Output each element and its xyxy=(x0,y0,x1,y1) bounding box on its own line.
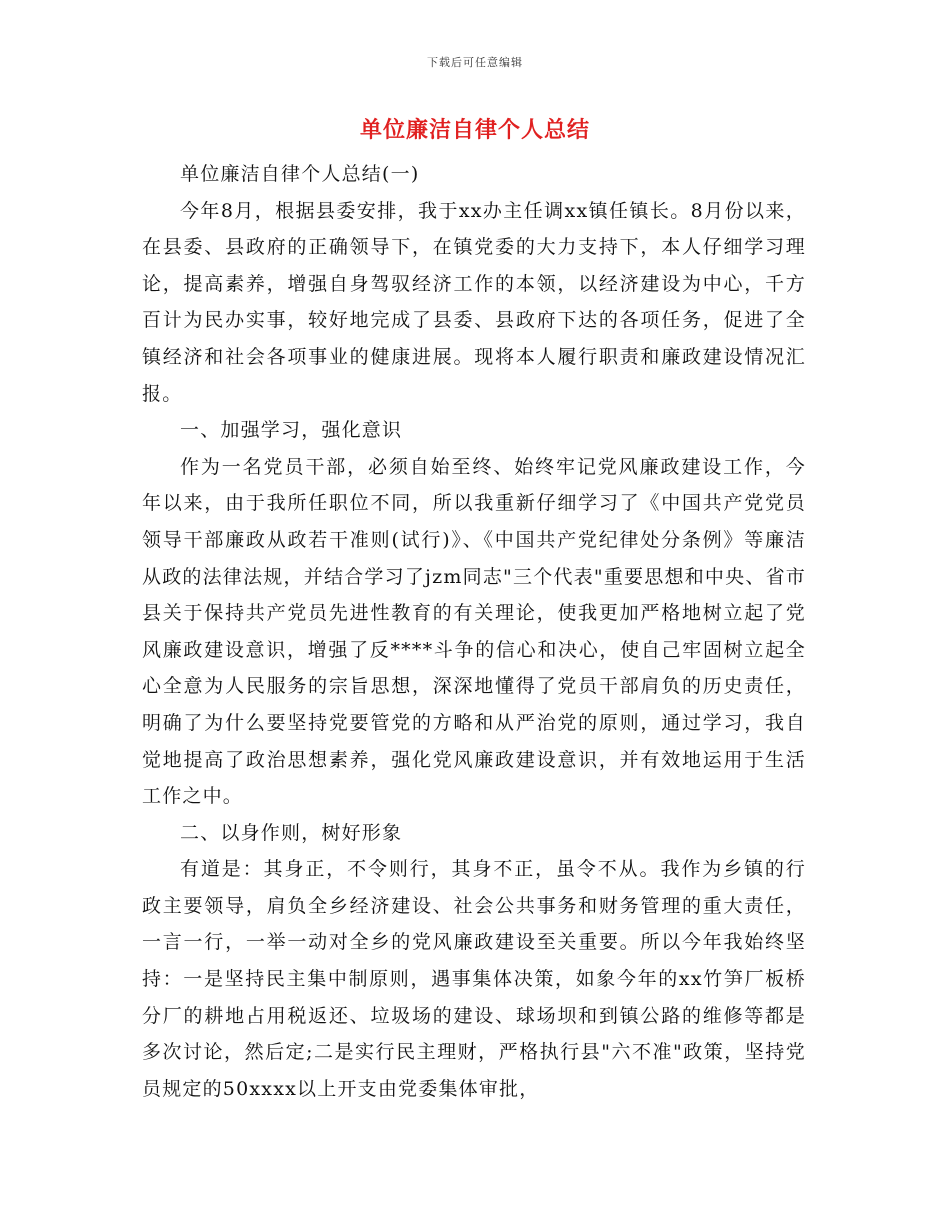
section-1-heading: 一、加强学习，强化意识 xyxy=(180,419,403,442)
section-2-paragraph: 有道是：其身正，不令则行，其身不正，虽令不从。我作为乡镇的行政主要领导，肩负全乡经济建设、社会公共事务和财务管理的重大责任，一言一行，一举一动对全乡的党风廉政建设至关重要。所以今年我始终坚持：一是坚持民主集中制原则，遇事集体决策，如象今年的xx竹笋厂板桥分厂的耕地占用税返还、垃圾场的建设、球场坝和到镇公路的维修等都是多次讨论，然后定;二是实行民主理财，严格执行县"六不准"政策，坚持党员规定的50xxxx以上开支由党委集体审批， xyxy=(142,858,806,1100)
document-subtitle: 单位廉洁自律个人总结(一) xyxy=(180,163,420,185)
document-title: 单位廉洁自律个人总结 xyxy=(359,117,590,143)
section-2-heading: 二、以身作则，树好形象 xyxy=(180,821,403,844)
document-body xyxy=(142,156,806,1107)
header-note: 下载后可任意编辑 xyxy=(427,56,523,69)
intro-paragraph: 今年8月，根据县委安排，我于xx办主任调xx镇任镇长。8月份以来，在县委、县政府的正确领导下，在镇党委的大力支持下，本人仔细学习理论，提高素养，增强自身驾驭经济工作的本领，以经济建设为中心，千方百计为民办实事，较好地完成了县委、县政府下达的各项任务，促进了全镇经济和社会各项事业的健康进展。现将本人履行职责和廉政建设情况汇报。 xyxy=(142,199,806,405)
section-1-paragraph: 作为一名党员干部，必须自始至终、始终牢记党风廉政建设工作，今年以来，由于我所任职位不同，所以我重新仔细学习了《中国共产党党员领导干部廉政从政若干准则(试行)》、《中国共产党纪律处分条例》等廉洁从政的法律法规，并结合学习了jzm同志"三个代表"重要思想和中央、省市县关于保持共产党员先进性教育的有关理论，使我更加严格地树立起了党风廉政建设意识，增强了反****斗争的信心和决心，使自己牢固树立起全心全意为人民服务的宗旨思想，深深地懂得了党员干部肩负的历史责任，明确了为什么要坚持党要管党的方略和从严治党的原则，通过学习，我自觉地提高了政治思想素养，强化党风廉政建设意识，并有效地运用于生活工作之中。 xyxy=(142,455,806,808)
